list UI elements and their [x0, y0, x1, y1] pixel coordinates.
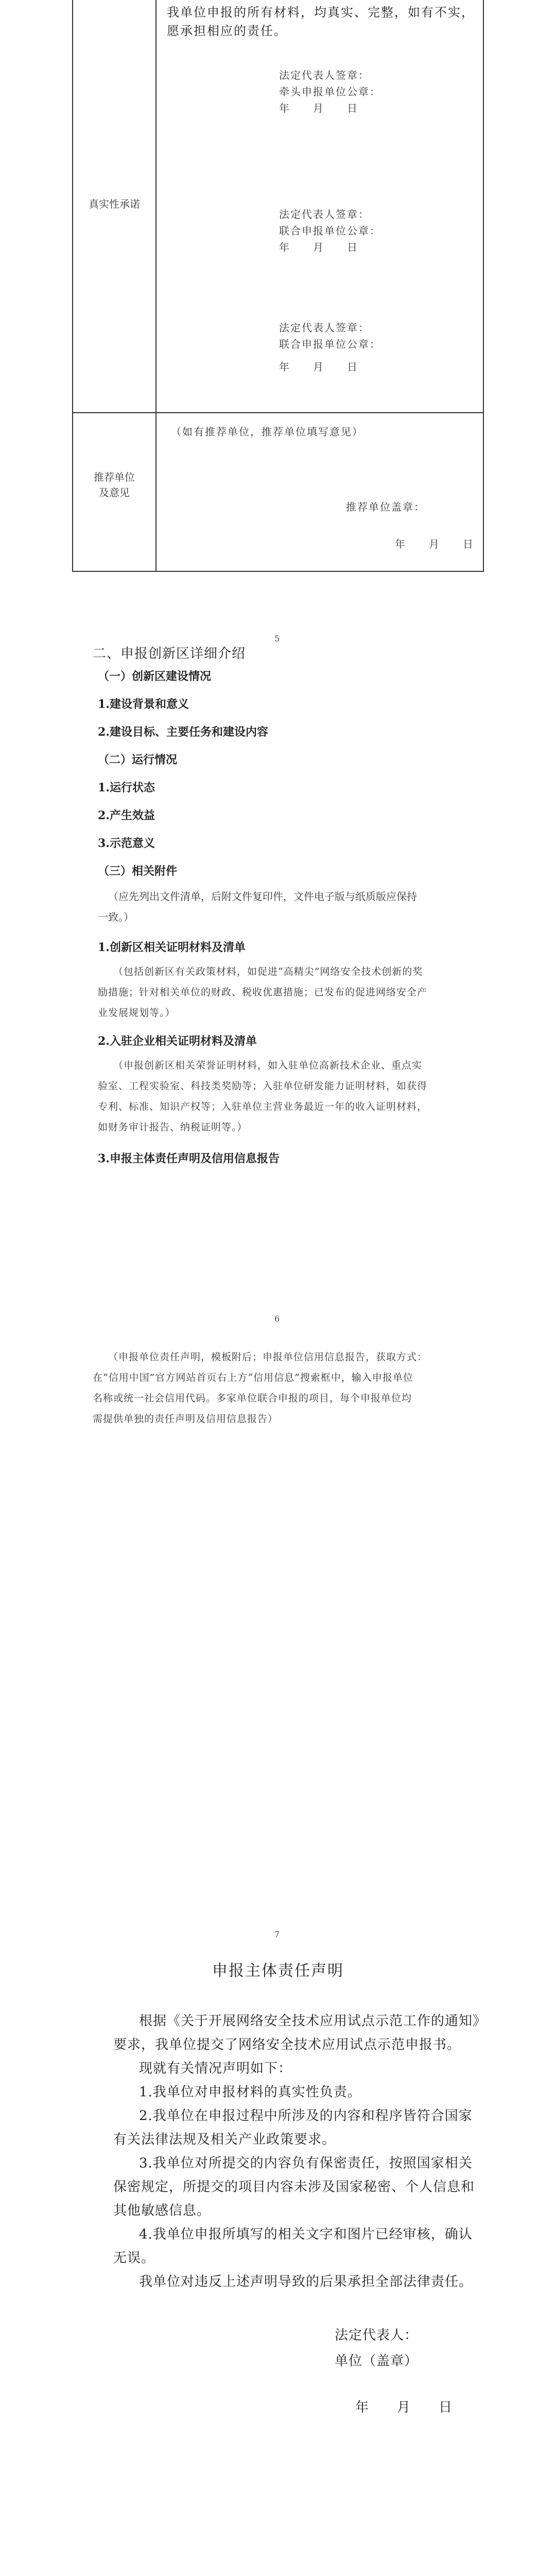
attachment-item: 3.申报主体责任声明及信用信息报告	[98, 1152, 280, 1165]
attachment-desc: （包括创新区有关政策材料，如促进“高精尖”网络安全技术创新的奖	[113, 966, 423, 977]
declaration-item: 保密规定，所提交的项目内容未涉及国家秘密、个人信息和	[113, 2179, 475, 2195]
recommend-seal: 推荐单位盖章：	[346, 501, 425, 513]
list-item: 3.示范意义	[98, 837, 155, 850]
attachment-item: 1.创新区相关证明材料及清单	[98, 941, 246, 954]
attachment-desc: 业发展规划等。）	[98, 1007, 176, 1019]
recommend-date: 年 月 日	[395, 538, 474, 550]
subheading: （一）创新区建设情况	[98, 670, 212, 683]
declaration-item: 其他敏感信息。	[113, 2203, 211, 2218]
list-item: 2.产生效益	[98, 809, 155, 822]
subheading: （三）相关附件	[98, 865, 178, 878]
joint2-unit-seal: 联合申报单位公章：	[279, 338, 381, 350]
joint1-unit-seal: 联合申报单位公章：	[279, 225, 381, 237]
paragraph-line: 现就有关情况声明如下：	[139, 2061, 292, 2076]
page-number: 6	[274, 1314, 280, 1324]
lead-unit-seal: 牵头申报单位公章：	[279, 86, 381, 98]
legal-rep-label: 法定代表人：	[335, 2328, 419, 2343]
page-number: 7	[274, 1929, 280, 1939]
joint1-legal-rep-sign: 法定代表人签章：	[279, 208, 370, 221]
page-number: 5	[274, 634, 280, 643]
paragraph-line: 要求，我单位提交了网络安全技术应用试点示范申报书。	[113, 2037, 461, 2053]
attachment-item: 2.入驻企业相关证明材料及清单	[98, 1035, 257, 1048]
commitment-table	[72, 0, 484, 572]
attachment-desc: 励措施；针对相关单位的财政、税收优惠措施；已发布的促进网络安全产	[98, 987, 428, 998]
table-column-divider	[155, 0, 157, 571]
recommend-note: （如有推荐单位，推荐单位填写意见）	[171, 426, 363, 438]
attachment-desc: 验室、工程实验室、科技类奖励等；入驻单位研发能力证明材料，如获得	[98, 1080, 428, 1092]
declaration-item: 3.我单位对所提交的内容负有保密责任，按照国家相关	[139, 2156, 473, 2171]
recommend-label-line2: 及意见	[99, 486, 130, 499]
section-heading: 二、申报创新区详细介绍	[93, 646, 246, 662]
lead-legal-rep-sign: 法定代表人签章：	[279, 69, 370, 81]
table-row-divider	[73, 412, 483, 413]
recommend-label-line1: 推荐单位	[94, 471, 135, 483]
declaration-item: 2.我单位在申报过程中所涉及的内容和程序皆符合国家	[139, 2108, 473, 2124]
note-line: （申报单位责任声明，模板附后；申报单位信用信息报告，获取方式：	[108, 1351, 428, 1363]
attachment-desc: 如财务审计报告、纳税证明等。）	[98, 1122, 248, 1133]
list-item: 1.建设背景和意义	[98, 698, 189, 711]
declaration-item: 无误。	[113, 2250, 155, 2266]
paragraph-line: 根据《关于开展网络安全技术应用试点示范工作的通知》	[139, 2013, 487, 2029]
declaration-item: 有关法律法规及相关产业政策要求。	[113, 2132, 336, 2147]
declaration-title: 申报主体责任声明	[212, 1962, 344, 1980]
truthfulness-label: 真实性承诺	[89, 198, 140, 210]
attachment-desc: 专利、标准、知识产权等；入驻单位主营业务最近一年的收入证明材料，	[98, 1101, 428, 1112]
list-item: 1.运行状态	[98, 781, 155, 794]
note-line: 在“信用中国”官方网站首页右上方“信用信息”搜索框中，输入申报单位	[93, 1372, 413, 1383]
note-line: 一致。）	[98, 911, 134, 923]
joint1-date: 年 月 日	[279, 241, 358, 253]
declaration-item: 4.我单位申报所填写的相关文字和图片已经审核，确认	[139, 2227, 473, 2242]
attachment-desc: （申报创新区相关荣誉证明材料，如入驻单位高新技术企业、重点实	[113, 1060, 423, 1071]
note-line: 名称或统一社会信用代码。多家单位联合申报的项目，每个申报单位均	[93, 1393, 412, 1404]
note-line: （应先列出文件清单，后附文件复印件，文件电子版与纸质版应保持	[108, 890, 417, 903]
unit-seal-label: 单位（盖章）	[335, 2353, 419, 2369]
truthfulness-statement: 我单位申报的所有材料，均真实、完整，如有不实，愿承担相应的责任。	[167, 5, 475, 38]
declaration-item: 1.我单位对申报材料的真实性负责。	[139, 2084, 361, 2100]
subheading: （二）运行情况	[98, 753, 178, 767]
list-item: 2.建设目标、主要任务和建设内容	[98, 725, 268, 739]
joint2-legal-rep-sign: 法定代表人签章：	[279, 321, 370, 334]
joint2-date: 年 月 日	[279, 361, 358, 373]
note-line: 需提供单独的责任声明及信用信息报告）	[93, 1413, 279, 1425]
paragraph-line: 我单位对违反上述声明导致的后果承担全部法律责任。	[139, 2274, 473, 2290]
lead-date: 年 月 日	[279, 102, 358, 114]
declaration-date: 年 月 日	[355, 2400, 453, 2415]
